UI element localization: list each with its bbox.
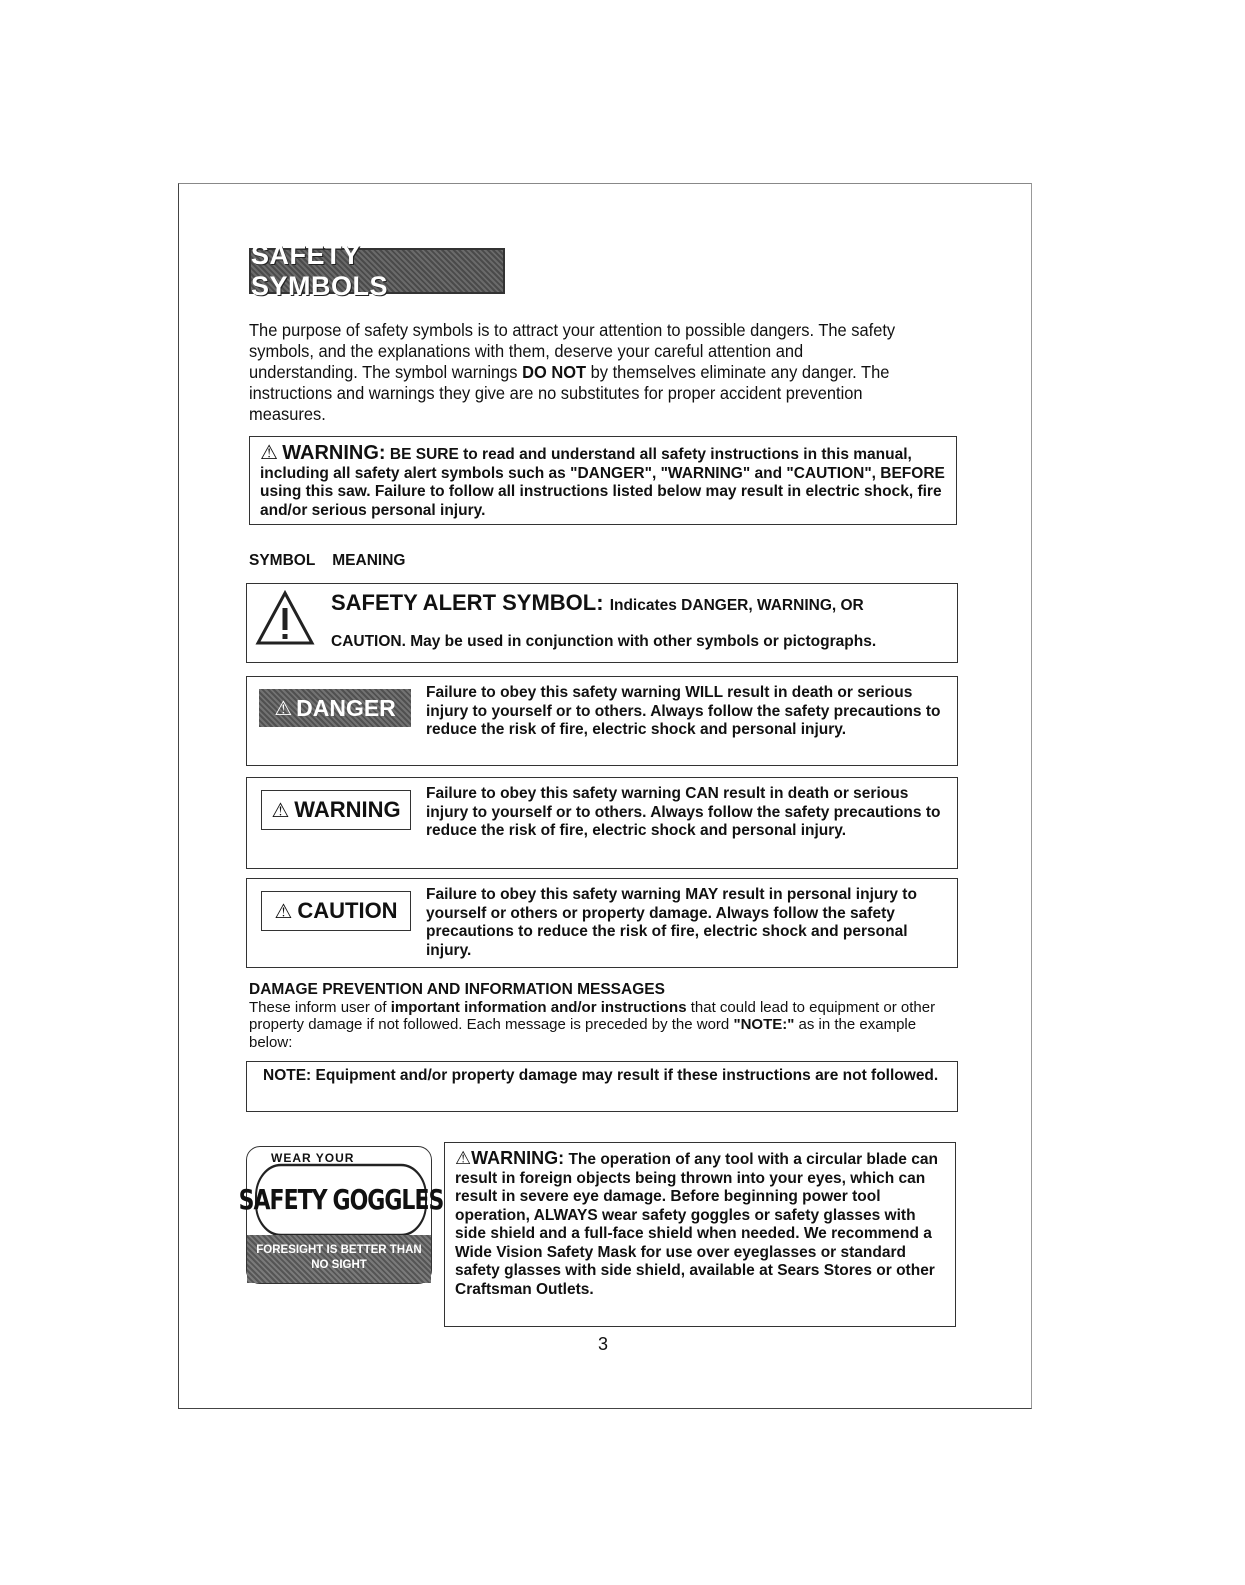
- warning-triangle-icon: ⚠: [260, 442, 278, 464]
- safety-alert-line2: CAUTION. May be used in conjunction with other symbols or pictographs.: [331, 633, 877, 650]
- safety-alert-line1: Indicates DANGER, WARNING, OR: [609, 597, 864, 614]
- damage-text-3: as in the example below:: [249, 1016, 917, 1051]
- warning-triangle-icon: ⚠: [274, 900, 293, 923]
- safety-alert-title-line: [331, 590, 951, 616]
- intro-text-1: The purpose of safety symbols is to attract your attention to possible dangers. The safety symbols, and the explanations with them, deserve your careful attention and understanding. The symbol warnings: [249, 320, 896, 382]
- safety-alert-box: [246, 583, 958, 663]
- badge-word-safety: SAFETY: [238, 1184, 327, 1216]
- damage-note-word: "NOTE:": [733, 1016, 795, 1033]
- intro-text-2: by themselves eliminate any danger. The instructions and warnings they give are no substitutes for proper accident prevention measures.: [249, 362, 890, 424]
- section-title: SAFETY SYMBOLS: [249, 248, 505, 294]
- damage-paragraph: [249, 999, 949, 1052]
- caution-label-text: CAUTION: [297, 898, 398, 923]
- safety-alert-icon: [255, 590, 315, 646]
- badge-slogan: [247, 1235, 431, 1283]
- symbol-meaning-heading: SYMBOL MEANING: [249, 552, 406, 569]
- danger-label-text: DANGER: [296, 694, 396, 721]
- damage-prevention-section: [249, 981, 949, 1051]
- warning-triangle-icon: ⚠: [455, 1148, 472, 1168]
- page-number: 3: [598, 1334, 609, 1354]
- damage-text-1: These inform user of: [249, 998, 391, 1016]
- danger-text: Failure to obey this safety warning WILL result in death or serious injury to yourself or to others. Always follow the safety precautions to reduce the risk of fire, electric shock and personal injury.: [426, 684, 941, 738]
- goggle-warning-box: [444, 1142, 956, 1327]
- goggle-warning-body: The operation of any tool with a circular blade can result in foreign objects being thrown into your eyes, which can result in severe eye damage. Before beginning power tool operation, ALWAYS wear safety goggles or safety glasses with side shield and a full-face shield when needed. We recommend a Wide Vision Safety Mask for use over eyeglasses or standard safety glasses with side shield, available at Sears Stores or other Craftsman Outlets.: [455, 1151, 938, 1298]
- safety-alert-title: SAFETY ALERT SYMBOL:: [331, 590, 604, 615]
- warning-label: [261, 790, 411, 830]
- badge-slogan-line1: FORESIGHT IS BETTER THAN: [256, 1244, 422, 1256]
- caution-label: [261, 891, 411, 931]
- damage-text-2: that could lead to equipment or other property damage if not followed. Each message is preceded by the word: [249, 998, 936, 1033]
- note-text: NOTE: Equipment and/or property damage may result if these instructions are not followed.: [263, 1067, 939, 1084]
- damage-heading: DAMAGE PREVENTION AND INFORMATION MESSAGES: [249, 981, 665, 998]
- warning-text: Failure to obey this safety warning CAN result in death or serious injury to yourself or to others. Always follow the safety precautions to reduce the risk of fire, electric shock and personal injury.: [426, 785, 941, 839]
- warning-label-text: WARNING: [294, 797, 401, 822]
- intro-paragraph: [249, 320, 907, 425]
- badge-word-goggles: GOGGLES: [332, 1184, 444, 1216]
- danger-label: [259, 689, 411, 727]
- warning-triangle-icon: ⚠: [271, 799, 290, 822]
- warning-triangle-icon: ⚠: [274, 697, 293, 720]
- badge-top-text: WEAR YOUR: [271, 1151, 355, 1165]
- intro-emphasis: DO NOT: [522, 362, 587, 382]
- safety-goggles-badge: [238, 1146, 444, 1284]
- badge-slogan-line2: NO SIGHT: [311, 1259, 367, 1271]
- top-warning-body: BE SURE to read and understand all safety instructions in this manual, including all safety alert symbols such as "DANGER", "WARNING" and "CAUTION", BEFORE using this saw. Failure to follow all instructions listed below may result in electric shock, fire and/or serious personal injury.: [260, 446, 945, 519]
- caution-text: Failure to obey this safety warning MAY result in personal injury to yourself or others or property damage. Always follow the safety precautions to reduce the risk of fire, electric shock and personal injury.: [426, 886, 917, 959]
- damage-emphasis: important information and/or instructions: [390, 998, 687, 1016]
- top-warning-box: [249, 436, 957, 525]
- top-warning-heading: WARNING:: [282, 442, 386, 464]
- goggle-warning-heading: WARNING:: [471, 1148, 565, 1168]
- danger-box: [246, 676, 958, 766]
- warning-box: [246, 777, 958, 869]
- note-box: [246, 1061, 958, 1112]
- caution-box: [246, 878, 958, 968]
- goggles-icon: [238, 1164, 444, 1237]
